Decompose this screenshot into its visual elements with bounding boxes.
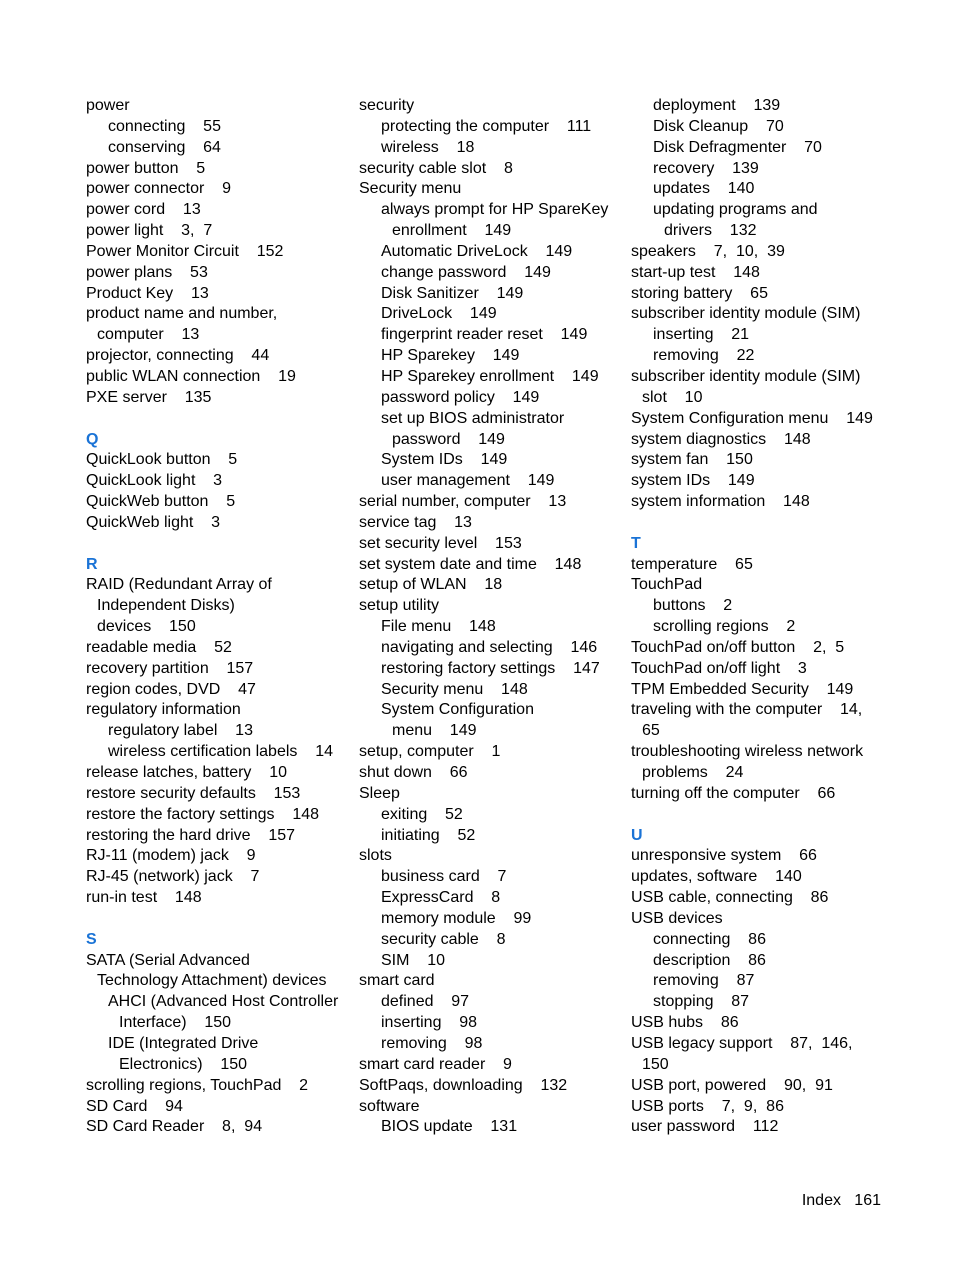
index-entry: USB cable, connecting 86 <box>631 889 829 907</box>
index-entry: product name and number, <box>86 305 278 323</box>
index-entry: USB port, powered 90, 91 <box>631 1076 833 1094</box>
index-entry: Disk Sanitizer 149 <box>381 284 524 302</box>
index-entry: System Configuration menu 149 <box>631 409 873 427</box>
index-entry: readable media 52 <box>86 638 232 656</box>
index-entry: Interface) 150 <box>119 1014 232 1032</box>
index-entry: unresponsive system 66 <box>631 847 817 865</box>
index-entry: BIOS update 131 <box>381 1118 518 1136</box>
index-entry: 150 <box>642 1055 669 1073</box>
index-entry: slots <box>359 847 392 865</box>
index-entry: USB ports 7, 9, 86 <box>631 1097 784 1115</box>
index-entry: speakers 7, 10, 39 <box>631 242 785 260</box>
index-entry: smart card reader 9 <box>359 1055 512 1073</box>
index-entry: stopping 87 <box>653 993 750 1011</box>
index-entry: QuickWeb light 3 <box>86 513 220 531</box>
index-entry: restore the factory settings 148 <box>86 805 320 823</box>
index-entry: wireless certification labels 14 <box>108 743 333 761</box>
index-entry: Electronics) 150 <box>119 1055 248 1073</box>
index-entry: region codes, DVD 47 <box>86 680 256 698</box>
index-entry: RJ-11 (modem) jack 9 <box>86 847 256 865</box>
index-entry: System Configuration <box>381 701 534 719</box>
index-entry: restoring the hard drive 157 <box>86 826 296 844</box>
index-entry: updates 140 <box>653 180 755 198</box>
index-entry: traveling with the computer 14, <box>631 701 863 719</box>
index-entry: inserting 21 <box>653 326 750 344</box>
index-entry: updating programs and <box>653 201 818 219</box>
index-entry: turning off the computer 66 <box>631 784 836 802</box>
index-entry: inserting 98 <box>381 1014 478 1032</box>
index-entry: setup, computer 1 <box>359 743 501 761</box>
index-column-2 <box>359 96 627 1138</box>
index-entry: ExpressCard 8 <box>381 889 501 907</box>
index-entry: power plans 53 <box>86 263 208 281</box>
index-letter-heading: U <box>631 826 643 844</box>
index-entry: password 149 <box>392 430 505 448</box>
index-entry: RJ-45 (network) jack 7 <box>86 868 260 886</box>
index-entry: 65 <box>642 722 660 740</box>
index-entry: start-up test 148 <box>631 263 760 281</box>
index-entry: devices 150 <box>97 618 196 636</box>
index-entry: problems 24 <box>642 764 744 781</box>
index-entry: updates, software 140 <box>631 868 802 886</box>
index-entry: subscriber identity module (SIM) <box>631 305 861 323</box>
index-entry: deployment 139 <box>653 97 781 114</box>
index-entry: conserving 64 <box>108 138 221 156</box>
spacer <box>86 909 348 930</box>
index-entry: RAID (Redundant Array of <box>86 576 272 594</box>
index-entry: USB legacy support 87, 146, <box>631 1034 853 1052</box>
index-entry: SD Card 94 <box>86 1097 183 1115</box>
index-entry: release latches, battery 10 <box>86 764 287 781</box>
index-entry: defined 97 <box>381 993 470 1011</box>
index-entry: connecting 55 <box>108 117 221 135</box>
index-entry: wireless 18 <box>381 138 475 156</box>
index-entry: setup utility <box>359 597 440 615</box>
index-entry: system fan 150 <box>631 451 753 469</box>
index-entry: security cable 8 <box>381 930 506 948</box>
index-entry: system diagnostics 148 <box>631 430 811 448</box>
index-entry: power cord 13 <box>86 201 201 219</box>
index-entry: set security level 153 <box>359 534 522 552</box>
index-entry: regulatory label 13 <box>108 722 253 740</box>
index-entry: power button 5 <box>86 159 206 177</box>
index-entry: business card 7 <box>381 868 507 886</box>
index-entry: description 86 <box>653 951 766 969</box>
index-entry: Automatic DriveLock 149 <box>381 242 573 260</box>
index-entry: Technology Attachment) devices <box>97 972 327 990</box>
index-entry: scrolling regions 2 <box>653 618 796 636</box>
index-entry: restoring factory settings 147 <box>381 659 600 677</box>
index-entry: setup of WLAN 18 <box>359 576 503 594</box>
index-entry: fingerprint reader reset 149 <box>381 326 588 344</box>
index-entry: public WLAN connection 19 <box>86 367 296 385</box>
index-entry: SIM 10 <box>381 951 446 969</box>
index-entry: removing 98 <box>381 1034 483 1052</box>
index-letter-heading: T <box>631 534 641 552</box>
index-entry: temperature 65 <box>631 555 753 573</box>
index-entry: service tag 13 <box>359 513 472 531</box>
spacer <box>631 805 893 826</box>
spacer <box>631 513 893 534</box>
index-letter-heading: R <box>86 555 98 573</box>
index-entry: TouchPad on/off button 2, 5 <box>631 638 845 656</box>
index-entry: restore security defaults 153 <box>86 784 301 802</box>
index-entry: IDE (Integrated Drive <box>108 1034 259 1052</box>
index-entry: power light 3, 7 <box>86 222 213 240</box>
index-entry: menu 149 <box>392 722 477 740</box>
index-entry: scrolling regions, TouchPad 2 <box>86 1076 309 1094</box>
index-entry: slot 10 <box>642 388 703 406</box>
index-entry: connecting 86 <box>653 930 766 948</box>
index-entry: Product Key 13 <box>86 284 209 302</box>
index-entry: power connector 9 <box>86 180 231 198</box>
index-entry: removing 87 <box>653 972 755 990</box>
index-entry: smart card <box>359 972 435 990</box>
index-entry: software <box>359 1097 420 1115</box>
index-entry: storing battery 65 <box>631 284 768 302</box>
spacer <box>86 534 348 555</box>
index-entry: removing 22 <box>653 347 755 365</box>
page-footer: Index 161 <box>801 1192 881 1209</box>
spacer <box>86 409 348 430</box>
index-entry: Independent Disks) <box>97 597 235 615</box>
index-entry: AHCI (Advanced Host Controller <box>108 993 339 1011</box>
index-entry: Disk Defragmenter 70 <box>653 138 822 156</box>
index-entry: USB devices <box>631 909 723 927</box>
index-entry: recovery partition 157 <box>86 659 254 677</box>
index-entry: buttons 2 <box>653 597 733 615</box>
index-entry: drivers 132 <box>664 222 757 240</box>
index-entry: Disk Cleanup 70 <box>653 117 784 135</box>
index-entry: QuickLook button 5 <box>86 451 238 469</box>
index-entry: system information 148 <box>631 493 810 511</box>
index-column-3 <box>631 96 893 1138</box>
index-entry: QuickWeb button 5 <box>86 493 236 511</box>
index-entry: computer 13 <box>97 326 200 344</box>
index-entry: USB hubs 86 <box>631 1014 739 1032</box>
index-entry: run-in test 148 <box>86 889 202 907</box>
index-entry: set up BIOS administrator <box>381 409 565 427</box>
index-entry: system IDs 149 <box>631 472 755 490</box>
index-entry: Security menu <box>359 180 462 198</box>
index-entry: user management 149 <box>381 472 555 490</box>
index-entry: shut down 66 <box>359 764 468 781</box>
index-entry: HP Sparekey enrollment 149 <box>381 367 599 385</box>
index-entry: serial number, computer 13 <box>359 493 567 511</box>
index-entry: change password 149 <box>381 263 551 281</box>
index-entry: File menu 148 <box>381 618 496 636</box>
index-entry: Sleep <box>359 784 400 802</box>
index-entry: troubleshooting wireless network <box>631 743 864 761</box>
index-entry: TouchPad on/off light 3 <box>631 659 807 677</box>
index-entry: SoftPaqs, downloading 132 <box>359 1076 568 1094</box>
index-entry: projector, connecting 44 <box>86 347 270 365</box>
index-entry: memory module 99 <box>381 909 532 927</box>
index-entry: subscriber identity module (SIM) <box>631 367 861 385</box>
index-entry: TouchPad <box>631 576 703 594</box>
index-entry: security <box>359 97 415 114</box>
index-letter-heading: S <box>86 930 97 948</box>
index-entry: security cable slot 8 <box>359 159 513 177</box>
index-entry: exiting 52 <box>381 805 463 823</box>
index-entry: enrollment 149 <box>392 222 512 240</box>
index-entry: recovery 139 <box>653 159 759 177</box>
index-entry: regulatory information <box>86 701 241 719</box>
index-entry: DriveLock 149 <box>381 305 497 323</box>
index-letter-heading: Q <box>86 430 99 448</box>
index-entry: TPM Embedded Security 149 <box>631 680 854 698</box>
index-entry: System IDs 149 <box>381 451 508 469</box>
index-entry: PXE server 135 <box>86 388 212 406</box>
index-entry: Power Monitor Circuit 152 <box>86 242 284 260</box>
index-entry: SD Card Reader 8, 94 <box>86 1118 263 1136</box>
index-entry: power <box>86 97 130 114</box>
index-entry: QuickLook light 3 <box>86 472 223 490</box>
index-entry: Security menu 148 <box>381 680 528 698</box>
index-entry: set system date and time 148 <box>359 555 582 573</box>
index-entry: navigating and selecting 146 <box>381 638 598 656</box>
index-entry: always prompt for HP SpareKey <box>381 201 609 219</box>
index-entry: initiating 52 <box>381 826 476 844</box>
index-entry: user password 112 <box>631 1118 779 1136</box>
index-entry: protecting the computer 111 <box>381 117 592 135</box>
index-entry: SATA (Serial Advanced <box>86 951 250 969</box>
index-entry: password policy 149 <box>381 388 540 406</box>
index-column-1 <box>86 96 348 1138</box>
index-entry: HP Sparekey 149 <box>381 347 520 365</box>
